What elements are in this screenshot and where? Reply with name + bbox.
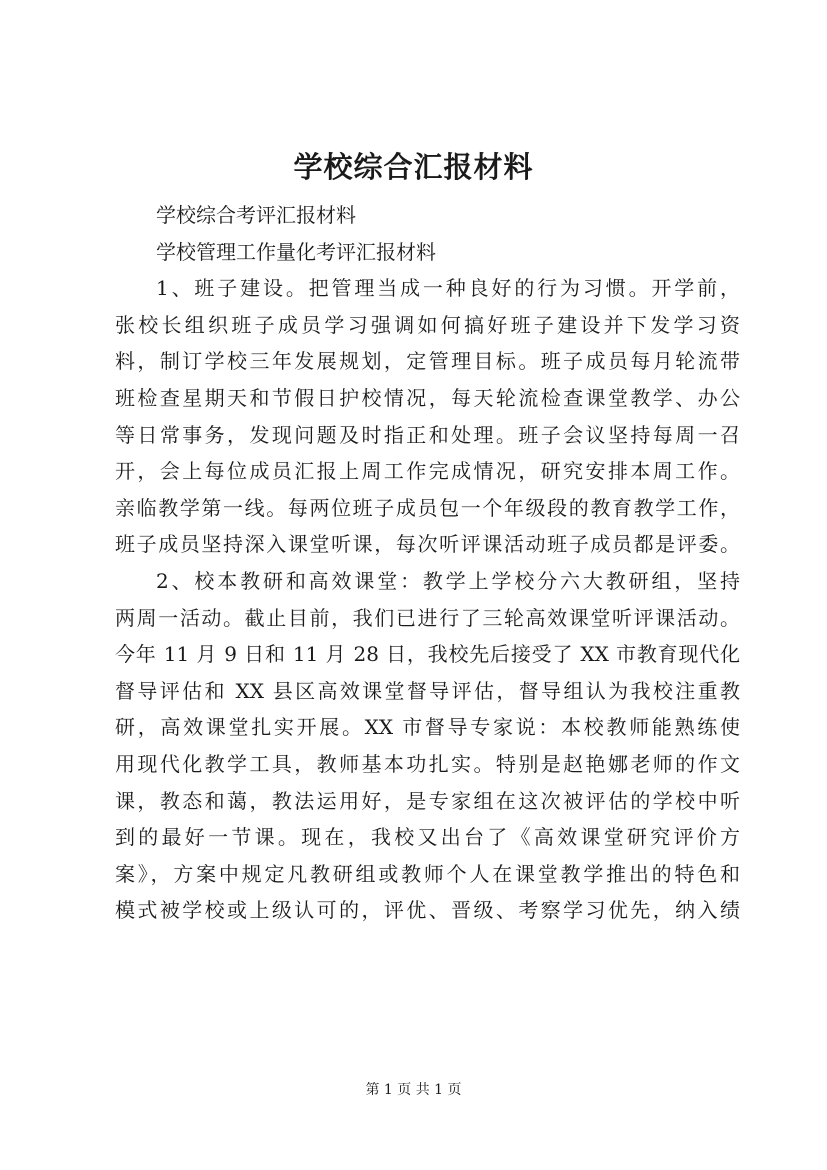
document-body [115,197,740,929]
paragraph-line: 等日常事务，发现问题及时指正和处理。班子会议坚持每周一召 [115,422,740,447]
paragraph-line: 督导评估和 XX 县区高效课堂督导评估，督导组认为我校注重教 [115,678,740,703]
paragraph-line: 到的最好一节课。现在，我校又出台了《高效课堂研究评价方 [115,825,740,850]
document-title: 学校综合汇报材料 [293,150,534,184]
paragraph-line: 研，高效课堂扎实开展。XX 市督导专家说：本校教师能熟练使 [115,715,740,740]
paragraph-line: 张校长组织班子成员学习强调如何搞好班子建设并下发学习资 [115,312,740,337]
paragraph-line: 班检查星期天和节假日护校情况，每天轮流检查课堂教学、办公 [115,385,740,410]
paragraph-line: 用现代化教学工具，教师基本功扎实。特别是赵艳娜老师的作文 [115,751,740,776]
paragraph-line: 课，教态和蔼，教法运用好，是专家组在这次被评估的学校中听 [115,788,740,813]
paragraph-line: 1、班子建设。把管理当成一种良好的行为习惯。开学前， [156,276,740,301]
paragraph-line: 案》，方案中规定凡教研组或教师个人在课堂教学推出的特色和 [115,861,740,886]
paragraph-line: 两周一活动。截止目前，我们已进行了三轮高效课堂听评课活动。 [115,605,740,630]
paragraph-line: 班子成员坚持深入课堂听课，每次听评课活动班子成员都是评委。 [115,532,740,557]
paragraph-line: 开，会上每位成员汇报上周工作完成情况，研究安排本周工作。 [115,459,740,484]
subtitle-management-evaluation: 学校管理工作量化考评汇报材料 [156,239,436,264]
paragraph-line: 今年 11 月 9 日和 11 月 28 日，我校先后接受了 XX 市教育现代化 [115,642,740,667]
paragraph-line: 2、校本教研和高效课堂：教学上学校分六大教研组，坚持 [156,568,740,593]
paragraph-line: 亲临教学第一线。每两位班子成员包一个年级段的教育教学工作， [115,495,740,520]
paragraph-line: 模式被学校或上级认可的，评优、晋级、考察学习优先，纳入绩 [115,898,740,923]
subtitle-comprehensive-evaluation: 学校综合考评汇报材料 [156,203,356,227]
paragraph-line: 料，制订学校三年发展规划，定管理目标。班子成员每月轮流带 [115,349,740,374]
paragraph-team-building [115,270,740,563]
paragraph-research-efficient-classroom [115,563,740,929]
page-footer: 第 1 页 共 1 页 [365,1082,462,1098]
